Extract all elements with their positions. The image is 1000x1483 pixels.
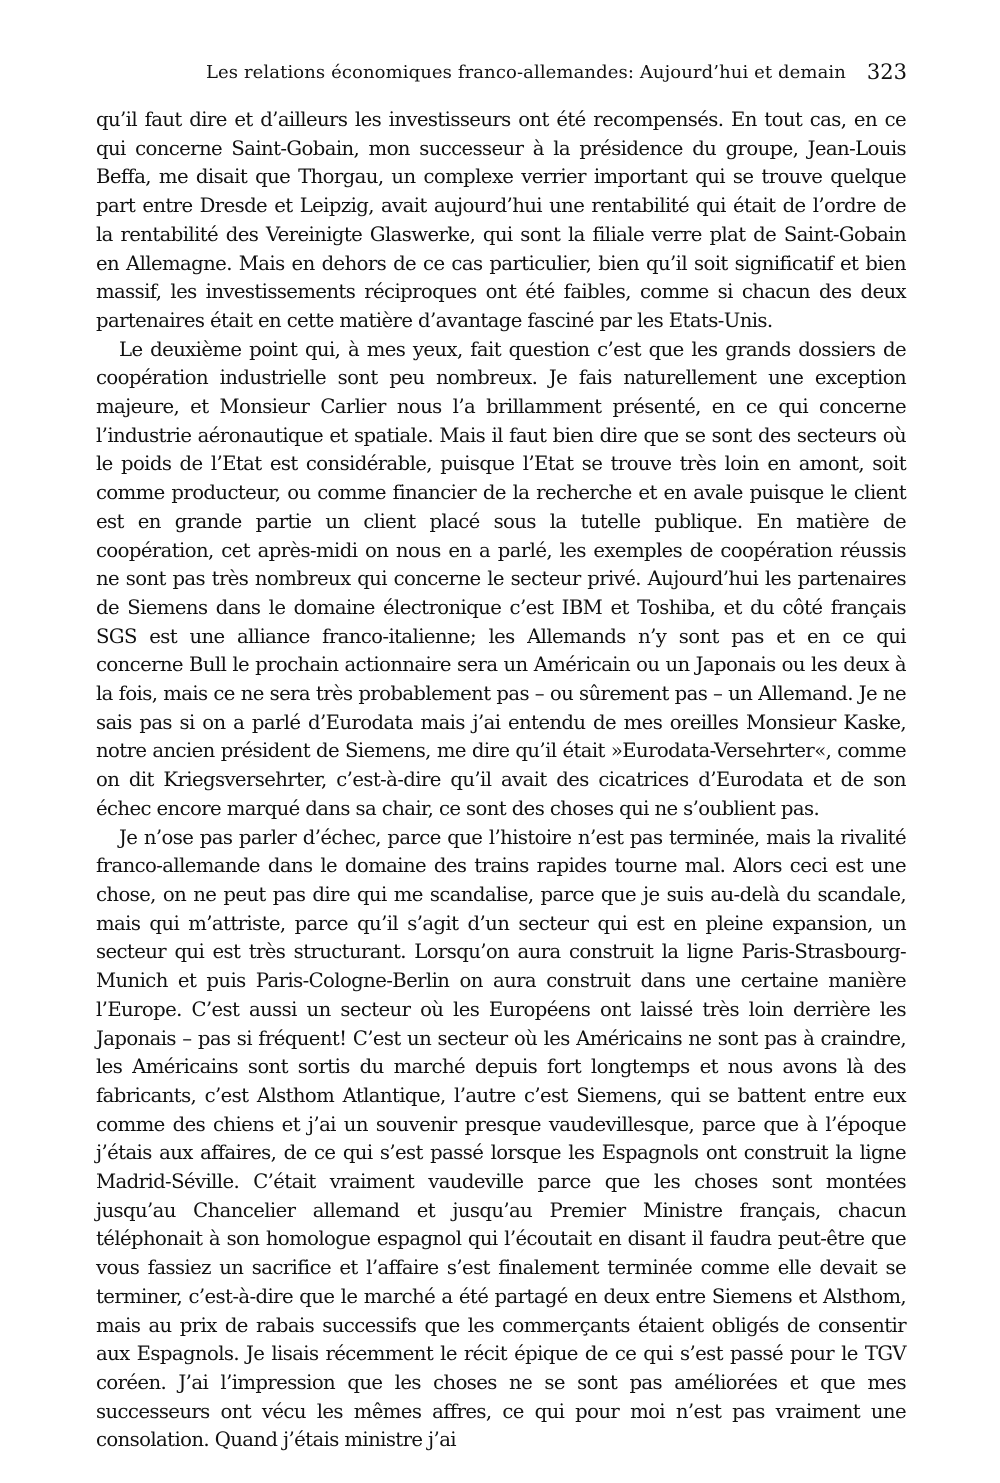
page-number: 323 bbox=[866, 60, 907, 84]
paragraph-1: qu’il faut dire et d’ailleurs les investisseurs ont été recompensés. En tout cas, en ce qui concerne Saint-Gobain, mon successeur à la présidence du groupe, Jean-Louis Beffa, me disait que Thorgau, un complexe verrier important qui se trouve quelque part entre Dresde et Leipzig, avait aujourd’hui une rentabilité qui était de l’ordre de la rentabilité des Vereinigte Glaswerke, qui sont la filiale verre plat de Saint-Gobain en Allemagne. Mais en dehors de ce cas particulier, bien qu’il soit significatif et bien massif, les investissements réciproques ont été faibles, comme si chacun des deux partenaires était en cette matière d’avantage fasciné par les Etats-Unis. bbox=[96, 108, 906, 332]
paragraph-3: Je n’ose pas parler d’échec, parce que l’histoire n’est pas terminée, mais la rivalité franco-allemande dans le domaine des trains rapides tourne mal. Alors ceci est une chose, on ne peut pas dire qui me scandalise, parce que je suis au-delà du scandale, mais qui m’attriste, parce qu’il s’agit d’un secteur qui est en pleine expansion, un secteur qui est très structurant. Lorsqu’on aura construit la ligne Paris-Strasbourg-Munich et puis Paris-Cologne-Berlin on aura construit dans une certaine manière l’Europe. C’est aussi un secteur où les Européens ont laissé très loin derrière les Japonais – pas si fréquent! C’est un secteur où les Américains ne sont pas à craindre, les Américains sont sortis du marché depuis fort longtemps et nous avons là des fabricants, c’est Alsthom Atlantique, l’autre c’est Siemens, qui se battent entre eux comme des chiens et j’ai un souvenir presque vaudevillesque, parce que à l’époque j’étais aux affaires, de ce qui s’est passé lorsque les Espagnols ont construit la ligne Madrid-Séville. C’était vraiment vaudeville parce que les choses sont montées jusqu’au Chancelier allemand et jusqu’au Premier Ministre français, chacun téléphonait à son homologue espagnol qui l’écoutait en disant il faudra peut-être que vous fassiez un sacrifice et l’affaire s’est finalement terminée comme elle devait se terminer, c’est-à-dire que le marché a été partagé en deux entre Siemens et Alsthom, mais au prix de rabais successifs que les commerçants étaient obligés de consentir aux Espagnols. Je lisais récemment le récit épique de ce qui s’est passé pour le TGV coréen. J’ai l’impression que les choses ne se sont pas améliorées et que mes successeurs ont vécu les mêmes affres, ce qui pour moi n’est pas vraiment une consolation. Quand j’étais ministre j’ai bbox=[96, 825, 906, 1452]
paragraph-2: Le deuxième point qui, à mes yeux, fait question c’est que les grands dossiers de coopération industrielle sont peu nombreux. Je fais naturellement une exception majeure, et Monsieur Carlier nous l’a brillamment présenté, en ce qui concerne l’industrie aéronautique et spatiale. Mais il faut bien dire que se sont des secteurs où le poids de l’Etat est considérable, puisque l’Etat se trouve très loin en amont, soit comme producteur, ou comme financier de la recherche et en avale puisque le client est en grande partie un client placé sous la tutelle publique. En matière de coopération, cet après-midi on nous en a parlé, les exemples de coopération réussis ne sont pas très nombreux qui concerne le secteur privé. Aujourd’hui les partenaires de Siemens dans le domaine électronique c’est IBM et Toshiba, et du côté français SGS est une alliance franco-italienne; les Allemands n’y sont pas et en ce qui concerne Bull le prochain actionnaire sera un Américain ou un Japonais ou les deux à la fois, mais ce ne sera très probablement pas – ou sûrement pas – un Allemand. Je ne sais pas si on a parlé d’Eurodata mais j’ai entendu de mes oreilles Monsieur Kaske, notre ancien président de Siemens, me dire qu’il était »Eurodata-Versehrter«, comme on dit Kriegsversehrter, c’est-à-dire qu’il avait des cicatrices d’Eurodata et de son échec encore marqué dans sa chair, ce sont des choses qui ne s’oublient pas. bbox=[96, 337, 906, 820]
body-text bbox=[96, 106, 906, 1455]
running-head-title: Les relations économiques franco-allemandes: Aujourd’hui et demain bbox=[206, 62, 846, 83]
